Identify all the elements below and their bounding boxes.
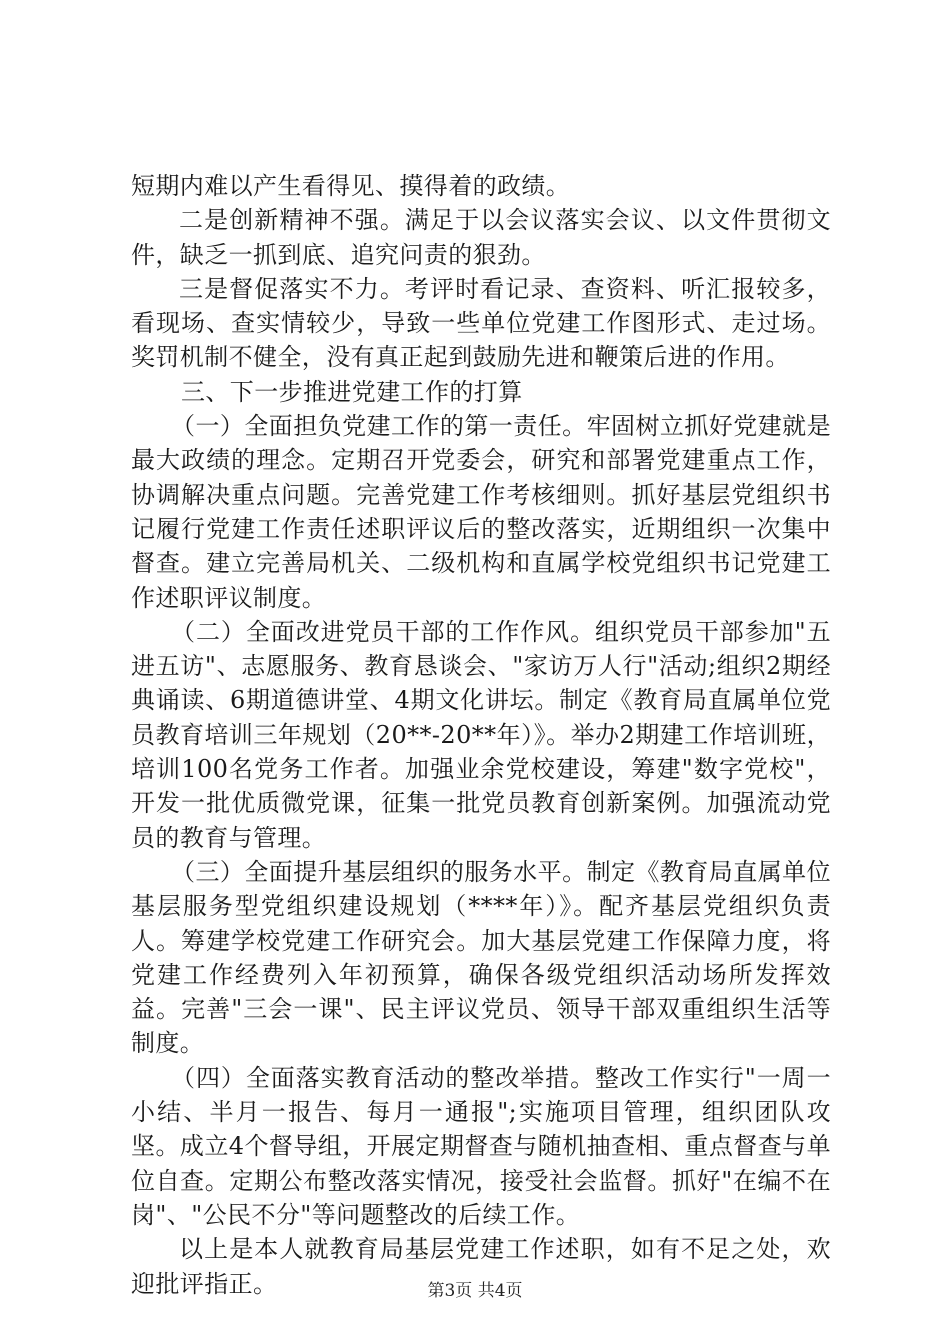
paragraph-point-two: 二是创新精神不强。满足于以会议落实会议、以文件贯彻文件，缺乏一抓到底、追究问责的狠劲。	[131, 206, 831, 269]
paragraph-continuation: 短期内难以产生看得见、摸得着的政绩。	[131, 172, 571, 200]
paragraph-point-three: 三是督促落实不力。考评时看记录、查资料、听汇报较多，看现场、查实情较少，导致一些单位党建工作图形式、走过场。奖罚机制不健全，没有真正起到鼓励先进和鞭策后进的作用。	[131, 274, 831, 372]
document-body	[131, 169, 831, 1301]
paragraph-closing: 以上是本人就教育局基层党建工作述职，如有不足之处，欢迎批评指正。	[131, 1235, 831, 1298]
paragraph-item-three: （三）全面提升基层组织的服务水平。制定《教育局直属单位基层服务型党组织建设规划（****年）》。配齐基层党组织负责人。筹建学校党建工作研究会。加大基层党建工作保障力度，将党建工作经费列入年初预算，确保各级党组织活动场所发挥效益。完善"三会一课"、民主评议党员、领导干部双重组织生活等制度。	[131, 857, 831, 1058]
page-number-footer: 第3页 共4页	[427, 1281, 523, 1301]
paragraph-item-one: （一）全面担负党建工作的第一责任。牢固树立抓好党建就是最大政绩的理念。定期召开党委会，研究和部署党建重点工作，协调解决重点问题。完善党建工作考核细则。抓好基层党组织书记履行党建工作责任述职评议后的整改落实，近期组织一次集中督查。建立完善局机关、二级机构和直属学校党组织书记党建工作述职评议制度。	[131, 412, 831, 612]
paragraph-item-two: （二）全面改进党员干部的工作作风。组织党员干部参加"五进五访"、志愿服务、教育恳谈会、"家访万人行"活动;组织2期经典诵读、6期道德讲堂、4期文化讲坛。制定《教育局直属单位党员教育培训三年规划（20**-20**年）》。举办2期建工作培训班，培训100名党务工作者。加强业余党校建设，筹建"数字党校"，开发一批优质微党课，征集一批党员教育创新案例。加强流动党员的教育与管理。	[131, 617, 831, 852]
section-heading: 三、下一步推进党建工作的打算	[181, 377, 523, 406]
paragraph-item-four: （四）全面落实教育活动的整改举措。整改工作实行"一周一小结、半月一报告、每月一通报";实施项目管理，组织团队攻坚。成立4个督导组，开展定期督查与随机抽查相、重点督查与单位自查。定期公布整改落实情况，接受社会监督。抓好"在编不在岗"、"公民不分"等问题整改的后续工作。	[131, 1063, 831, 1229]
